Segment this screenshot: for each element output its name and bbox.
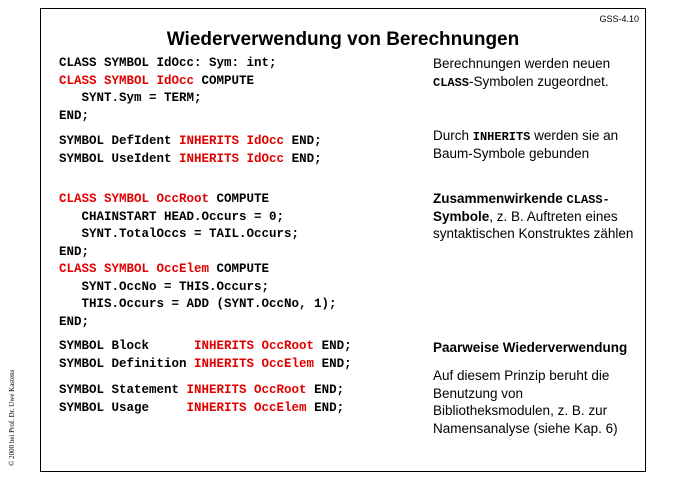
- code-line: CHAINSTART HEAD.Occurs = 0;: [59, 209, 285, 224]
- code-block-inherits-idocc: [59, 133, 322, 168]
- note-class-symbols: [433, 55, 647, 90]
- note-keyword: CLASS: [433, 75, 470, 90]
- code-keyword: INHERITS IdOcc: [179, 151, 285, 166]
- note-text: Durch: [433, 128, 473, 143]
- note-cooperating-classes: [433, 190, 647, 243]
- code-keyword: INHERITS OccRoot: [186, 383, 307, 397]
- code-keyword: CLASS SYMBOL IdOcc: [59, 73, 195, 88]
- code-line: SYNT.OccNo = THIS.Occurs;: [59, 279, 270, 294]
- code-keyword: INHERITS IdOcc: [179, 134, 285, 148]
- note-text: , z. B. Auftreten eines: [489, 208, 618, 224]
- code-text: SYMBOL DefIdent: [59, 134, 180, 148]
- code-line: END;: [59, 244, 90, 259]
- note-inherits: [433, 127, 647, 162]
- note-text: Benutzung von: [433, 385, 524, 401]
- note-text: Berechnungen werden neuen: [433, 56, 611, 71]
- code-block-idocc: [59, 55, 277, 125]
- slide-frame: [40, 8, 646, 472]
- code-block-block-definition: [59, 338, 352, 373]
- note-library-modules: [433, 367, 647, 437]
- code-text: SYMBOL UseIdent: [59, 151, 180, 166]
- code-keyword: INHERITS OccElem: [186, 400, 307, 415]
- note-keyword: INHERITS: [472, 130, 531, 144]
- note-text: -Symbolen zugeordnet.: [469, 73, 609, 89]
- code-text: END;: [306, 383, 345, 397]
- code-text: COMPUTE: [209, 192, 270, 206]
- note-bold: Zusammenwirkende: [433, 191, 567, 206]
- code-text: SYMBOL Statement: [59, 383, 187, 397]
- code-text: SYMBOL Block: [59, 339, 195, 353]
- code-text: SYMBOL Usage: [59, 400, 187, 415]
- note-text: Namensanalyse (siehe Kap. 6): [433, 420, 618, 436]
- note-text: Bibliotheksmodulen, z. B. zur: [433, 403, 608, 418]
- code-line: END;: [59, 314, 90, 329]
- code-text: COMPUTE: [194, 73, 255, 88]
- code-text: SYMBOL Definition: [59, 356, 195, 371]
- note-text: Auf diesem Prinzip beruht die: [433, 368, 610, 383]
- code-keyword: CLASS SYMBOL OccElem: [59, 262, 210, 276]
- code-line: SYNT.Sym = TERM;: [59, 91, 202, 105]
- page-title: Wiederverwendung von Berechnungen: [166, 29, 520, 50]
- code-keyword: INHERITS OccRoot: [194, 339, 315, 353]
- copyright-notice: © 2000 bei Prof. Dr. Uwe Kastens: [8, 369, 16, 466]
- note-keyword: CLASS-: [566, 193, 610, 207]
- code-text: COMPUTE: [209, 262, 270, 276]
- code-text: END;: [284, 134, 322, 148]
- code-keyword: CLASS SYMBOL OccRoot: [59, 192, 210, 206]
- note-heading-pairwise: Paarweise Wiederverwendung: [433, 340, 628, 355]
- code-line: SYNT.TotalOccs = TAIL.Occurs;: [59, 227, 300, 241]
- note-text: werden sie an: [530, 128, 619, 143]
- code-text: END;: [284, 151, 322, 166]
- code-line: END;: [59, 108, 90, 123]
- code-line: THIS.Occurs = ADD (SYNT.OccNo, 1);: [59, 297, 337, 311]
- code-block-occ-classes: [59, 191, 337, 331]
- code-text: END;: [314, 356, 352, 371]
- page-id: GSS-4.10: [599, 14, 639, 24]
- code-text: END;: [306, 400, 345, 415]
- note-text: syntaktischen Konstruktes zählen: [433, 226, 634, 241]
- note-text: Baum-Symbole gebunden: [433, 145, 590, 161]
- code-text: END;: [314, 339, 352, 353]
- code-keyword: INHERITS OccElem: [194, 356, 315, 371]
- note-bold: Symbole: [433, 208, 490, 224]
- code-line: CLASS SYMBOL IdOcc: Sym: int;: [59, 56, 277, 70]
- code-block-statement-usage: [59, 382, 344, 417]
